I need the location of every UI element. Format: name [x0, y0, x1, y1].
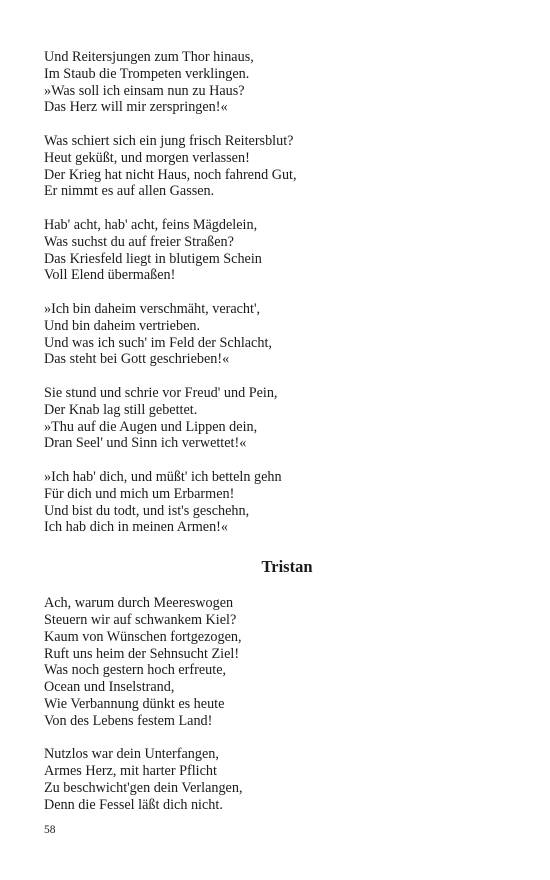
- verse-line: Dran Seel' und Sinn ich verwettet!«: [44, 435, 247, 452]
- verse-line: Das Herz will mir zerspringen!«: [44, 99, 228, 116]
- verse-line: Zu beschwicht'gen dein Verlangen,: [44, 779, 243, 796]
- verse-line: Der Krieg hat nicht Haus, noch fahrend Gut,: [44, 166, 297, 183]
- verse-line: Sie stund und schrie vor Freud' und Pein,: [44, 384, 278, 401]
- verse-line: »Ich hab' dich, und müßt' ich betteln gehn: [44, 468, 282, 485]
- verse-line: Das steht bei Gott geschrieben!«: [44, 351, 230, 368]
- verse-line: Denn die Fessel läßt dich nicht.: [44, 796, 223, 813]
- verse-line: Ruft uns heim der Sehnsucht Ziel!: [44, 645, 240, 662]
- verse-line: Ich hab dich in meinen Armen!«: [44, 519, 228, 536]
- verse-line: Armes Herz, mit harter Pflicht: [44, 763, 217, 780]
- verse-line: Ach, warum durch Meereswogen: [44, 595, 234, 612]
- verse-line: Von des Lebens festem Land!: [44, 712, 213, 729]
- poem-reitersjungen: [44, 49, 514, 536]
- stanza: [44, 595, 514, 729]
- verse-line: Das Kriesfeld liegt in blutigem Schein: [44, 250, 262, 267]
- stanza: [44, 385, 514, 452]
- verse-line: Kaum von Wünschen fortgezogen,: [44, 628, 242, 645]
- verse-line: Was noch gestern hoch erfreute,: [44, 662, 227, 679]
- verse-line: »Ich bin daheim verschmäht, veracht',: [44, 300, 261, 317]
- verse-line: Heut geküßt, und morgen verlassen!: [44, 149, 250, 166]
- poem-title-tristan: Tristan: [261, 557, 313, 577]
- stanza: [44, 49, 514, 116]
- poem-tristan: [44, 595, 514, 813]
- page-number: 58: [44, 824, 56, 836]
- verse-line: Was suchst du auf freier Straßen?: [44, 233, 234, 250]
- stanza: [44, 746, 514, 813]
- verse-line: Und bin daheim vertrieben.: [44, 317, 201, 334]
- stanza: [44, 133, 514, 200]
- verse-line: Voll Elend übermaßen!: [44, 267, 176, 284]
- verse-line: Der Knab lag still gebettet.: [44, 401, 198, 418]
- verse-line: Was schiert sich ein jung frisch Reitersblut?: [44, 132, 294, 149]
- verse-line: Und bist du todt, und ist's geschehn,: [44, 502, 250, 519]
- stanza: [44, 217, 514, 284]
- verse-line: Und was ich such' im Feld der Schlacht,: [44, 334, 272, 351]
- verse-line: »Thu auf die Augen und Lippen dein,: [44, 418, 258, 435]
- stanza: [44, 469, 514, 536]
- verse-line: »Was soll ich einsam nun zu Haus?: [44, 82, 245, 99]
- verse-line: Im Staub die Trompeten verklingen.: [44, 65, 250, 82]
- verse-line: Steuern wir auf schwankem Kiel?: [44, 611, 237, 628]
- verse-line: Ocean und Inselstrand,: [44, 679, 175, 696]
- verse-line: Nutzlos war dein Unterfangen,: [44, 746, 219, 763]
- stanza: [44, 301, 514, 368]
- page-text: [44, 49, 514, 830]
- verse-line: Für dich und mich um Erbarmen!: [44, 485, 235, 502]
- verse-line: Und Reitersjungen zum Thor hinaus,: [44, 49, 254, 65]
- verse-line: Hab' acht, hab' acht, feins Mägdelein,: [44, 216, 258, 233]
- verse-line: Wie Verbannung dünkt es heute: [44, 695, 225, 712]
- verse-line: Er nimmt es auf allen Gassen.: [44, 183, 215, 200]
